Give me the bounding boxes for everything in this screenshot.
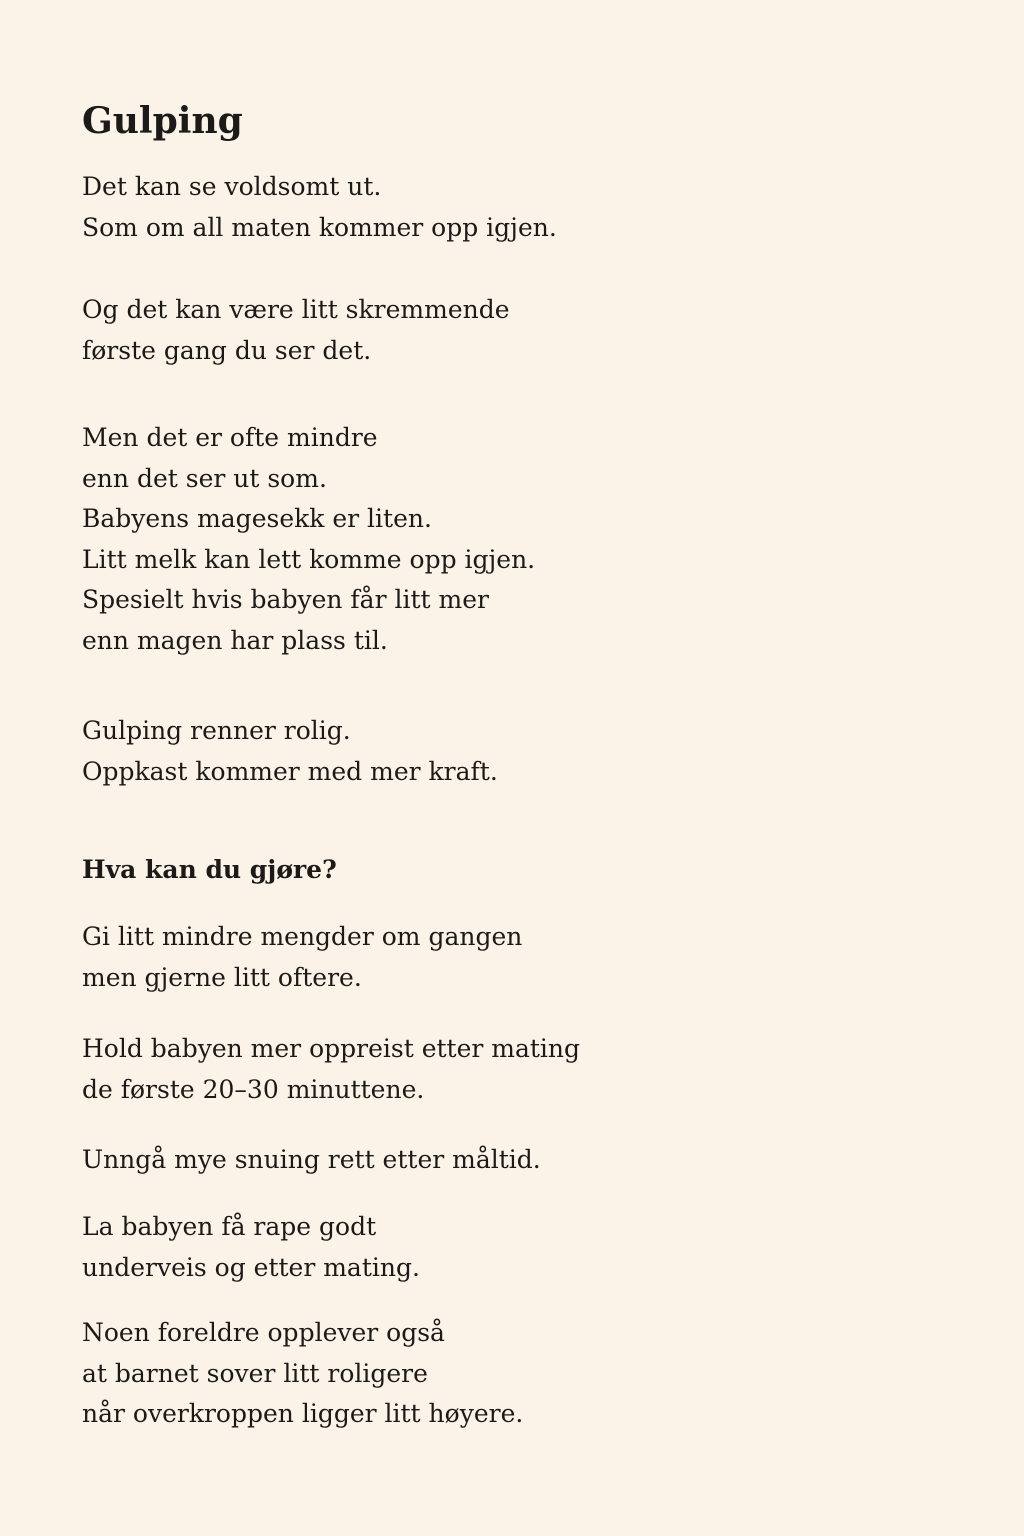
text-line: Oppkast kommer med mer kraft. [82, 756, 498, 786]
text-line: de første 20–30 minuttene. [82, 1074, 425, 1104]
text-line: at barnet sover litt roligere [82, 1358, 428, 1388]
section-heading: Hva kan du gjøre? [82, 855, 337, 884]
text-line: Noen foreldre opplever også [82, 1318, 445, 1347]
intro-paragraph-3 [82, 418, 535, 661]
text-line: Men det er ofte mindre [82, 423, 378, 452]
text-line: Spesielt hvis babyen får litt mer [82, 585, 489, 614]
text-line: Gi litt mindre mengder om gangen [82, 922, 523, 951]
text-line: Unngå mye snuing rett etter måltid. [82, 1145, 541, 1174]
tip-paragraph-4 [82, 1207, 420, 1288]
text-line: Det kan se voldsomt ut. [82, 172, 382, 201]
intro-paragraph-1 [82, 167, 557, 248]
text-line: enn det ser ut som. [82, 463, 327, 493]
text-line: Gulping renner rolig. [82, 716, 351, 745]
intro-paragraph-4 [82, 711, 498, 792]
page-title: Gulping [82, 100, 243, 142]
text-line: underveis og etter mating. [82, 1252, 420, 1282]
text-line: men gjerne litt oftere. [82, 962, 362, 992]
text-line: første gang du ser det. [82, 335, 372, 365]
tip-paragraph-1 [82, 917, 522, 998]
intro-paragraph-2 [82, 290, 510, 371]
text-line: Babyens magesekk er liten. [82, 504, 432, 533]
text-line: Og det kan være litt skremmende [82, 295, 510, 324]
text-line: enn magen har plass til. [82, 625, 388, 655]
text-line: Hold babyen mer oppreist etter mating [82, 1034, 581, 1063]
tip-paragraph-3 [82, 1140, 541, 1181]
text-line: når overkroppen ligger litt høyere. [82, 1399, 524, 1428]
text-line: Som om all maten kommer opp igjen. [82, 212, 557, 242]
text-line: La babyen få rape godt [82, 1212, 377, 1241]
text-line: Litt melk kan lett komme opp igjen. [82, 544, 536, 574]
tip-paragraph-5 [82, 1313, 523, 1435]
tip-paragraph-2 [82, 1029, 580, 1110]
